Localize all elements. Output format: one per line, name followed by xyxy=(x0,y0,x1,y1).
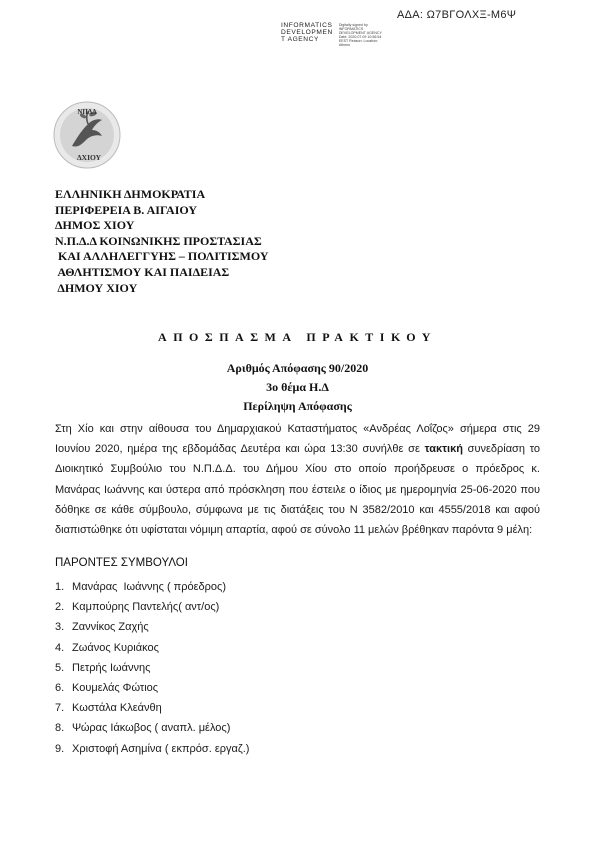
ida-line: DEVELOPMEN xyxy=(281,29,333,37)
ida-line: INFORMATICS xyxy=(281,22,333,29)
member-name: Κουμελάς Φώτιος xyxy=(69,682,159,695)
item-number: 4. xyxy=(55,641,65,654)
paragraph-text: Ιουνίου 2020, ημέρα της εβδομάδας Δευτέρα και ώρα 13:30 συνήλθε σε xyxy=(55,443,425,456)
ada-code: ΑΔΑ: Ω7ΒΓΟΛΧΞ-Μ6Ψ xyxy=(397,9,517,21)
session-type: τακτική xyxy=(424,443,463,456)
org-line: ΑΘΛΗΤΙΣΜΟΥ ΚΑΙ ΠΑΙΔΕΙΑΣ xyxy=(55,264,230,279)
org-line: ΠΕΡΙΦΕΡΕΙΑ Β. ΑΙΓΑΙΟΥ xyxy=(55,202,198,217)
member-name: Χριστοφή Ασημίνα ( εκπρόσ. εργαζ.) xyxy=(69,742,250,755)
list-item xyxy=(55,739,249,759)
org-line: ΔΗΜΟΥ ΧΙΟΥ xyxy=(55,280,138,295)
item-number: 7. xyxy=(55,702,65,715)
members-list xyxy=(55,577,249,759)
item-number: 6. xyxy=(55,682,65,695)
paragraph-line: διαπιστώθηκε ότι υφίσταται νόμιμη απαρτία, αφού σε σύνολο 11 μελών βρέθηκαν παρόντα 9 μέλη: xyxy=(55,524,533,537)
paragraph-line: Μανάρας Ιωάννης και ύστερα από πρόσκληση που έστειλε ο ίδιος με ημερομηνία 25-06-2020 που xyxy=(55,483,540,496)
member-name: Ψώρας Ιάκωβος ( αναπλ. μέλος) xyxy=(69,722,231,735)
digital-signature-stamp xyxy=(281,22,383,47)
members-heading: ΠΑΡΟΝΤΕΣ ΣΥΜΒΟΥΛΟΙ xyxy=(55,557,188,569)
paragraph-line: δόθηκε σε κάθε σύμβουλο, σύμφωνα με τις διατάξεις του Ν 3582/2010 και 4555/2018 και αφού xyxy=(55,503,540,516)
ida-line: T AGENCY xyxy=(281,36,320,44)
ida-agency-name xyxy=(281,22,333,47)
list-item xyxy=(55,577,249,597)
topic-label: 3ο θέμα Η.Δ xyxy=(266,380,329,394)
paragraph-text: συνεδρίαση το xyxy=(462,443,541,456)
member-name: Καμπούρης Παντελής( αντ/ος) xyxy=(69,601,220,614)
member-name: Πετρής Ιωάννης xyxy=(69,661,151,674)
summary-heading: Περίληψη Απόφασης xyxy=(243,399,352,413)
item-number: 9. xyxy=(55,742,65,755)
item-number: 8. xyxy=(55,722,65,735)
member-name: Μανάρας Ιωάννης ( πρόεδρος) xyxy=(69,581,226,593)
organization-header xyxy=(55,187,269,296)
list-item xyxy=(55,718,249,738)
item-number: 2. xyxy=(55,601,65,614)
org-line: ΚΑΙ ΑΛΛΗΛΕΓΓΥΗΣ – ΠΟΛΙΤΙΣΜΟΥ xyxy=(55,249,269,264)
list-item xyxy=(55,638,249,658)
org-line: ΕΛΛΗΝΙΚΗ ΔΗΜΟΚΡΑΤΙΑ xyxy=(55,187,206,201)
list-item xyxy=(55,617,249,637)
list-item xyxy=(55,678,249,698)
logo-bottom-text: ΔΧΙΟΥ xyxy=(76,153,102,162)
decision-paragraph xyxy=(55,419,540,540)
paragraph-line xyxy=(55,439,540,459)
member-name: Ζωάνος Κυριάκος xyxy=(69,641,159,654)
member-name: Ζαννίκος Ζαχής xyxy=(69,621,149,634)
item-number: 1. xyxy=(55,581,65,593)
organization-logo xyxy=(52,100,122,170)
decision-number: Αριθμός Απόφασης 90/2020 xyxy=(226,361,369,375)
paragraph-line: Διοικητικό Συμβούλιο του Ν.Π.Δ.Δ. του Δήμου Χίου στο οποίο προήδρευσε ο πρόεδρος κ. xyxy=(55,463,540,476)
item-number: 3. xyxy=(55,621,65,634)
org-line: Ν.Π.Δ.Δ ΚΟΙΝΩΝΙΚΗΣ ΠΡΟΣΤΑΣΙΑΣ xyxy=(55,233,262,248)
item-number: 5. xyxy=(55,661,65,674)
list-item xyxy=(55,658,249,678)
logo-top-text: ΝΠΔΔ xyxy=(77,108,97,116)
list-item xyxy=(55,698,249,718)
member-name: Κωστάλα Κλεάνθη xyxy=(69,702,162,715)
paragraph-line: Στη Χίο και στην αίθουσα του Δημαρχιακού Καταστήματος «Ανδρέας Λοΐζος» σήμερα στις 29 xyxy=(55,423,540,435)
list-item xyxy=(55,597,249,617)
signature-details: Digitally signed by INFORMATICS DEVELOPMENT AGENCY Date: 2020.07.09 10:56:54 EEST Reason: Location: Athens xyxy=(338,23,382,47)
org-line: ΔΗΜΟΣ ΧΙΟΥ xyxy=(55,218,135,233)
document-title: ΑΠΟΣΠΑΣΜΑ ΠΡΑΚΤΙΚΟΥ xyxy=(158,330,437,344)
